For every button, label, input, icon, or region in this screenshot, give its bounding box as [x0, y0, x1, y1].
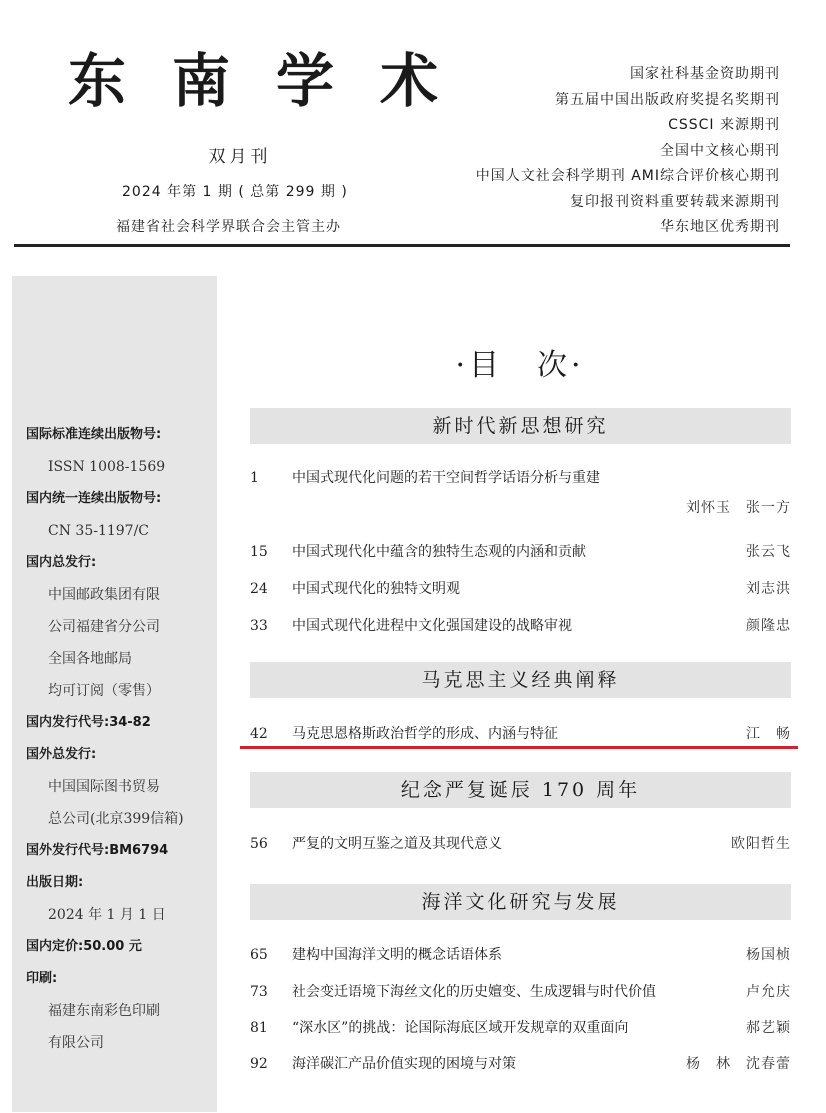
article-author: 江 畅 [746, 726, 791, 742]
page-number: 24 [250, 581, 268, 597]
article-author: 欧阳哲生 [731, 836, 791, 852]
article-author: 杨 林 沈春蕾 [686, 1056, 791, 1072]
toc-entry[interactable] [250, 980, 791, 1004]
page-number: 65 [250, 947, 268, 963]
page-number: 33 [250, 618, 268, 634]
page-number: 56 [250, 836, 268, 852]
sponsor-info: 福建省社会科学界联合会主管主办 [116, 219, 341, 235]
honors-list [476, 62, 780, 241]
domestic-distribution-line: 公司福建省分公司 [48, 619, 160, 635]
toc-entry[interactable] [250, 614, 791, 638]
toc-entry[interactable] [250, 943, 791, 967]
publication-info [26, 419, 184, 1059]
issn-value: ISSN 1008-1569 [48, 459, 166, 475]
toc-entry[interactable] [250, 466, 791, 516]
page-number: 15 [250, 544, 268, 560]
honor-item: 中国人文社会科学期刊 AMI综合评价核心期刊 [475, 168, 780, 184]
section-header: 马克思主义经典阐释 [250, 662, 791, 698]
foreign-distribution-line: 中国国际图书贸易 [48, 779, 160, 795]
article-author: 张云飞 [746, 544, 791, 560]
page-number: 1 [250, 470, 259, 486]
foreign-distribution-line: 总公司(北京399信箱) [48, 811, 184, 827]
article-title[interactable]: 社会变迁语境下海丝文化的历史嬗变、生成逻辑与时代价值 [292, 984, 656, 1000]
frequency-label: 双月刊 [208, 147, 272, 167]
foreign-distribution-label: 国外总发行: [26, 747, 97, 762]
article-author: 刘志洪 [746, 581, 791, 597]
toc-entry[interactable] [250, 1016, 791, 1040]
highlight-underline [240, 746, 798, 749]
domestic-distribution-line: 中国邮政集团有限 [48, 587, 160, 603]
journal-title: 东南学术 [68, 47, 485, 115]
domestic-distribution-label: 国内总发行: [26, 555, 97, 570]
honor-item: CSSCI 来源期刊 [668, 117, 780, 133]
section-header: 新时代新思想研究 [250, 408, 791, 444]
header-divider [14, 244, 790, 247]
toc-entry[interactable] [250, 540, 791, 564]
article-title[interactable]: 严复的文明互鉴之道及其现代意义 [292, 836, 502, 852]
issn-label: 国际标准连续出版物号: [26, 427, 162, 442]
toc-entry[interactable] [250, 577, 791, 601]
toc-title: ·目 次· [455, 348, 585, 383]
pub-date-label: 出版日期: [26, 875, 84, 890]
domestic-distribution-line: 均可订阅（零售） [48, 683, 160, 699]
honor-item: 华东地区优秀期刊 [660, 219, 780, 235]
article-title[interactable]: 中国式现代化进程中文化强国建设的战略审视 [292, 618, 572, 634]
article-title[interactable]: 海洋碳汇产品价值实现的困境与对策 [292, 1056, 516, 1072]
article-title[interactable]: 马克思恩格斯政治哲学的形成、内涵与特征 [292, 726, 558, 742]
honor-item: 全国中文核心期刊 [660, 142, 780, 159]
print-line: 有限公司 [48, 1035, 104, 1051]
issue-info: 2024 年第 1 期 ( 总第 299 期 ) [122, 184, 348, 200]
cn-value: CN 35-1197/C [48, 523, 150, 539]
cn-label: 国内统一连续出版物号: [26, 491, 162, 506]
page-number: 42 [250, 726, 268, 742]
article-title[interactable]: 建构中国海洋文明的概念话语体系 [292, 947, 502, 963]
toc-entry[interactable] [250, 1052, 791, 1076]
price-info: 国内定价:50.00 元 [26, 939, 142, 954]
domestic-code: 国内发行代号:34-82 [26, 715, 151, 730]
article-title[interactable]: “深水区”的挑战：论国际海底区域开发规章的双重面向 [292, 1020, 629, 1036]
print-label: 印刷: [26, 971, 58, 986]
honor-item: 第五届中国出版政府奖提名奖期刊 [555, 91, 780, 108]
print-line: 福建东南彩色印刷 [48, 1003, 160, 1019]
foreign-code: 国外发行代号:BM6794 [26, 843, 169, 858]
honor-item: 复印报刊资料重要转载来源期刊 [570, 193, 780, 210]
pub-date-value: 2024 年 1 月 1 日 [48, 907, 166, 923]
section-header: 海洋文化研究与发展 [250, 884, 791, 920]
section-header: 纪念严复诞辰 170 周年 [250, 772, 791, 808]
article-author: 颜隆忠 [746, 618, 791, 634]
article-author: 刘怀玉 张一方 [686, 500, 791, 516]
honor-item: 国家社科基金资助期刊 [630, 66, 780, 82]
article-author: 卢允庆 [746, 984, 791, 1000]
toc-entry[interactable] [250, 722, 791, 746]
page-number: 92 [250, 1056, 268, 1072]
domestic-distribution-line: 全国各地邮局 [48, 651, 132, 667]
page-number: 73 [250, 984, 268, 1000]
article-author: 杨国桢 [746, 947, 791, 963]
article-title[interactable]: 中国式现代化中蕴含的独特生态观的内涵和贡献 [292, 544, 586, 560]
toc-entry[interactable] [250, 832, 791, 856]
article-author: 郝艺颖 [746, 1020, 791, 1036]
article-title[interactable]: 中国式现代化问题的若干空间哲学话语分析与重建 [292, 470, 600, 486]
page-number: 81 [250, 1020, 268, 1036]
article-title[interactable]: 中国式现代化的独特文明观 [292, 581, 460, 597]
